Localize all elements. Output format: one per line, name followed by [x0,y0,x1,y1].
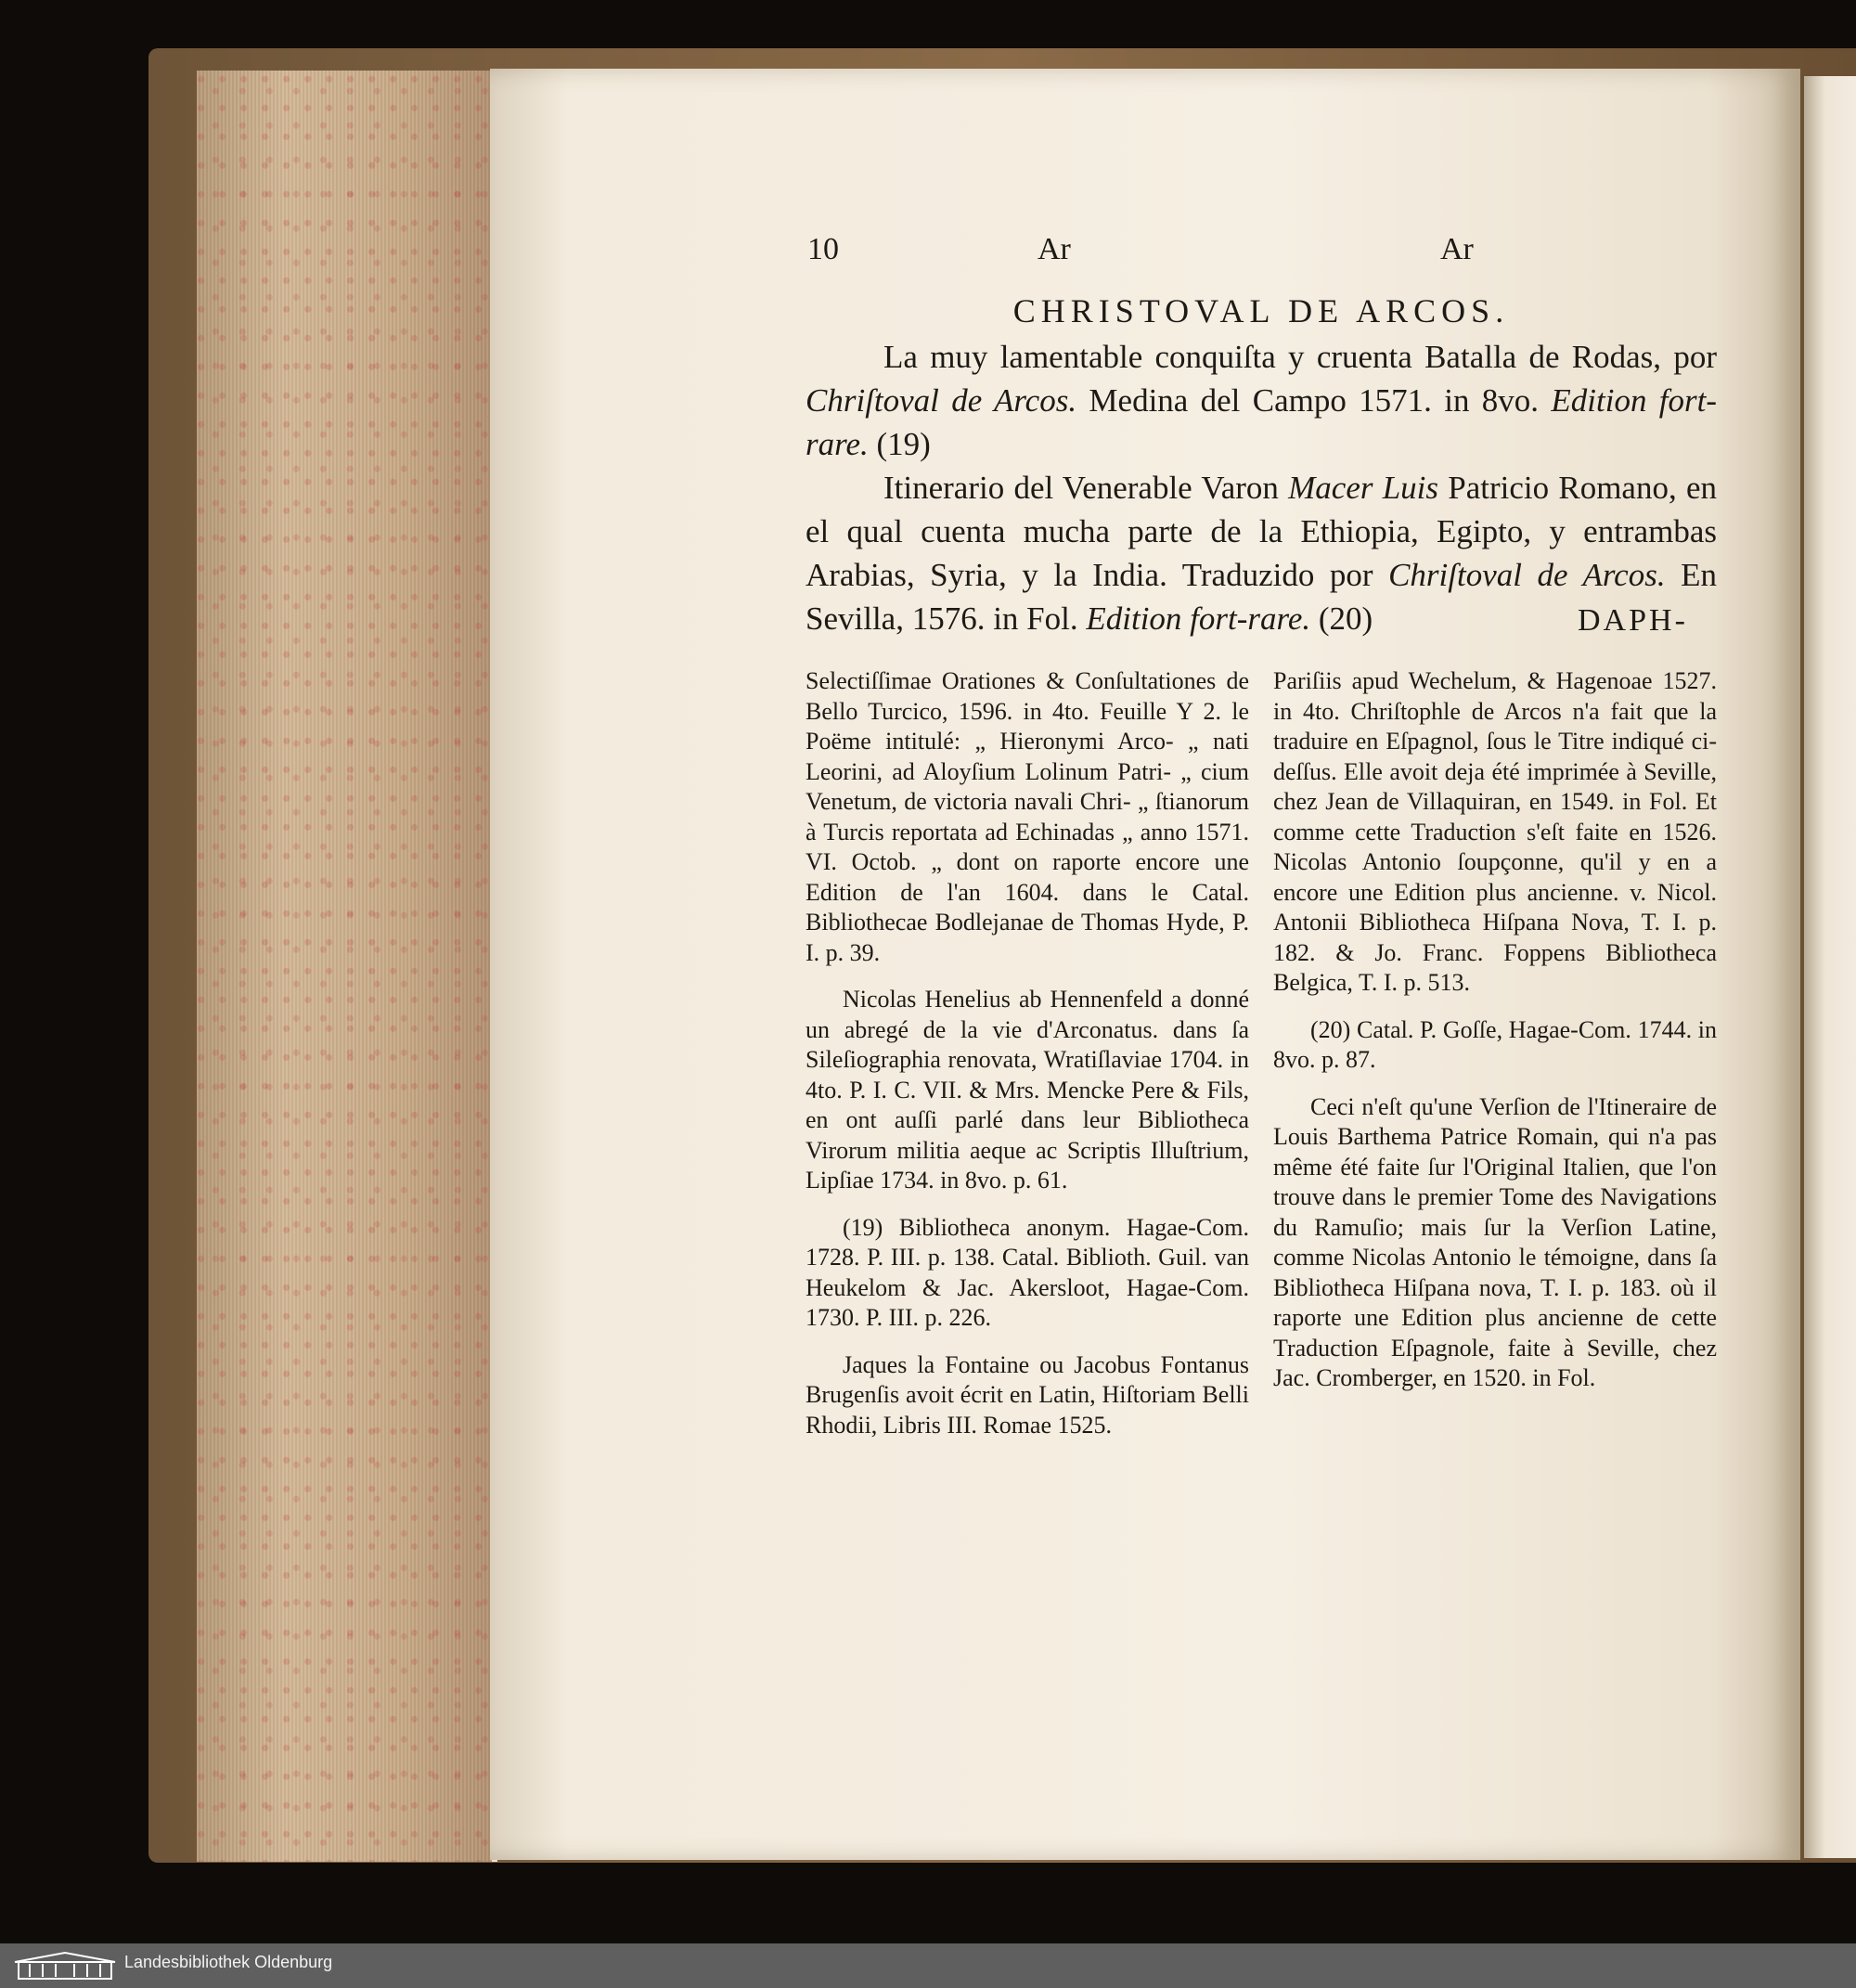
note-paragraph: Ceci n'eſt qu'une Verſion de l'Itineraire de Louis Barthema Patrice Romain, qui n'a pas même été faite ſur l'Original Italien, que l'on trouve dans le premier Tome des Navigations du Ramuſio; mais ſur la Verſion Latine, comme Nicolas Antonio le témoigne, dans ſa Bibliotheca Hiſpana nova, T. I. p. 183. où il raporte une Edition plus ancienne de cette Traduction Eſpagnole, faite à Seville, chez Jac. Cromberger, en 1520. in Fol. [1273,1092,1717,1391]
facing-page-edge [1804,76,1856,1858]
item2-author: Chriſtoval de Arcos. [1388,557,1666,593]
right-running-head: Ar [1440,232,1474,266]
note-paragraph: Selectiſſimae Orationes & Conſultationes de Bello Turcico, 1596. in 4to. Feuille Y 2. le Poëme intitulé: „ Hieronymi Arco- „ nati Leorini, ad Aloyſium Lolinum Patri- „ cium Venetum, de victoria navali Chri- „ ſtianorum à Turcis reportata ad Echinadas „ anno 1571. VI. Octob. „ dont on raporte encore une Edition de l'an 1604. dans le Catal. Bibliothecae Bodlejanae de Thomas Hyde, P. I. p. 39. [806,667,1249,966]
item1-title-text: La muy lamentable conquiſta y cruenta Batalla de Rodas, por [883,339,1717,375]
item2-edition-note: Edition fort-rare. [1086,600,1311,637]
library-building-logo-icon [13,1951,117,1981]
catchword: DAPH- [1578,603,1688,638]
left-running-head: Ar [1038,232,1071,266]
footnote-19: (19) Bibliotheca anonym. Hagae-Com. 1728. P. III. p. 138. Catal. Biblioth. Guil. van Heukelom & Jac. Akersloot, Hagae-Com. 1730. P. III. p. 226. [806,1213,1249,1331]
item2-footnote-ref: (20) [1310,600,1373,637]
note-paragraph: Jaques la Fontaine ou Jacobus Fontanus Brugenſis avoit écrit en Latin, Hiſtoriam Belli Rhodii, Libris III. Romae 1525. [806,1350,1249,1439]
library-name: Landesbibliothek Oldenburg [124,1953,333,1971]
page-number: 10 [807,232,839,266]
running-header [0,232,1856,278]
item2-title-text: Itinerario del Venerable Varon [883,470,1289,506]
footnote-20: (20) Catal. P. Goſſe, Hagae-Com. 1744. in 8vo. p. 87. [1273,1015,1717,1073]
footer-bar [0,1943,1856,1988]
item2-imprint: En Sevilla, 1576. in Fol. [806,557,1717,637]
entry-title: CHRISTOVAL DE ARCOS. [1012,292,1510,329]
item1-author: Chriſtoval de Arcos. [806,382,1077,419]
item1-footnote-ref: (19) [868,426,931,462]
main-entry [806,290,1717,640]
item2-name: Macer Luis [1288,470,1439,506]
note-paragraph: Pariſiis apud Wechelum, & Hagenoae 1527. in 4to. Chriſtophle de Arcos n'a fait que la traduire en Eſpagnol, ſous le Titre indiqué ci-deſſus. Elle avoit deja été imprimée à Seville, chez Jean de Villaquiran, en 1549. in Fol. Et comme cette Traduction s'eſt faite en 1526. Nicolas Antonio ſoupçonne, qu'il y en a encore une Edition plus ancienne. v. Nicol. Antonii Bibliotheca Hiſpana Nova, T. I. p. 182. & Jo. Franc. Foppens Bibliotheca Belgica, T. I. p. 513. [1273,667,1717,996]
item2-description: Patricio Romano, en el qual cuenta mucha parte de la Ethiopia, Egipto, y entrambas Arabias, Syria, y la India. Traduzido por [806,470,1717,593]
note-paragraph: Nicolas Henelius ab Hennenfeld a donné un abregé de la vie d'Arconatus. dans ſa Sileſiographia renovata, Wratiſlaviae 1704. in 4to. P. I. C. VII. & Mrs. Mencke Pere & Fils, en ont auſſi parlé dans leur Bibliotheca Virorum militia aeque ac Scriptis Illuſtrium, Lipſiae 1734. in 8vo. p. 61. [806,986,1249,1194]
item1-edition-note: Edition fort-rare. [806,382,1717,462]
entry-item-1 [806,335,1717,466]
item1-imprint: Medina del Campo 1571. in 8vo. [1076,382,1552,419]
notes-left-column [806,666,1249,1457]
page-edges [197,71,497,1862]
notes-right-column [1273,666,1717,1411]
